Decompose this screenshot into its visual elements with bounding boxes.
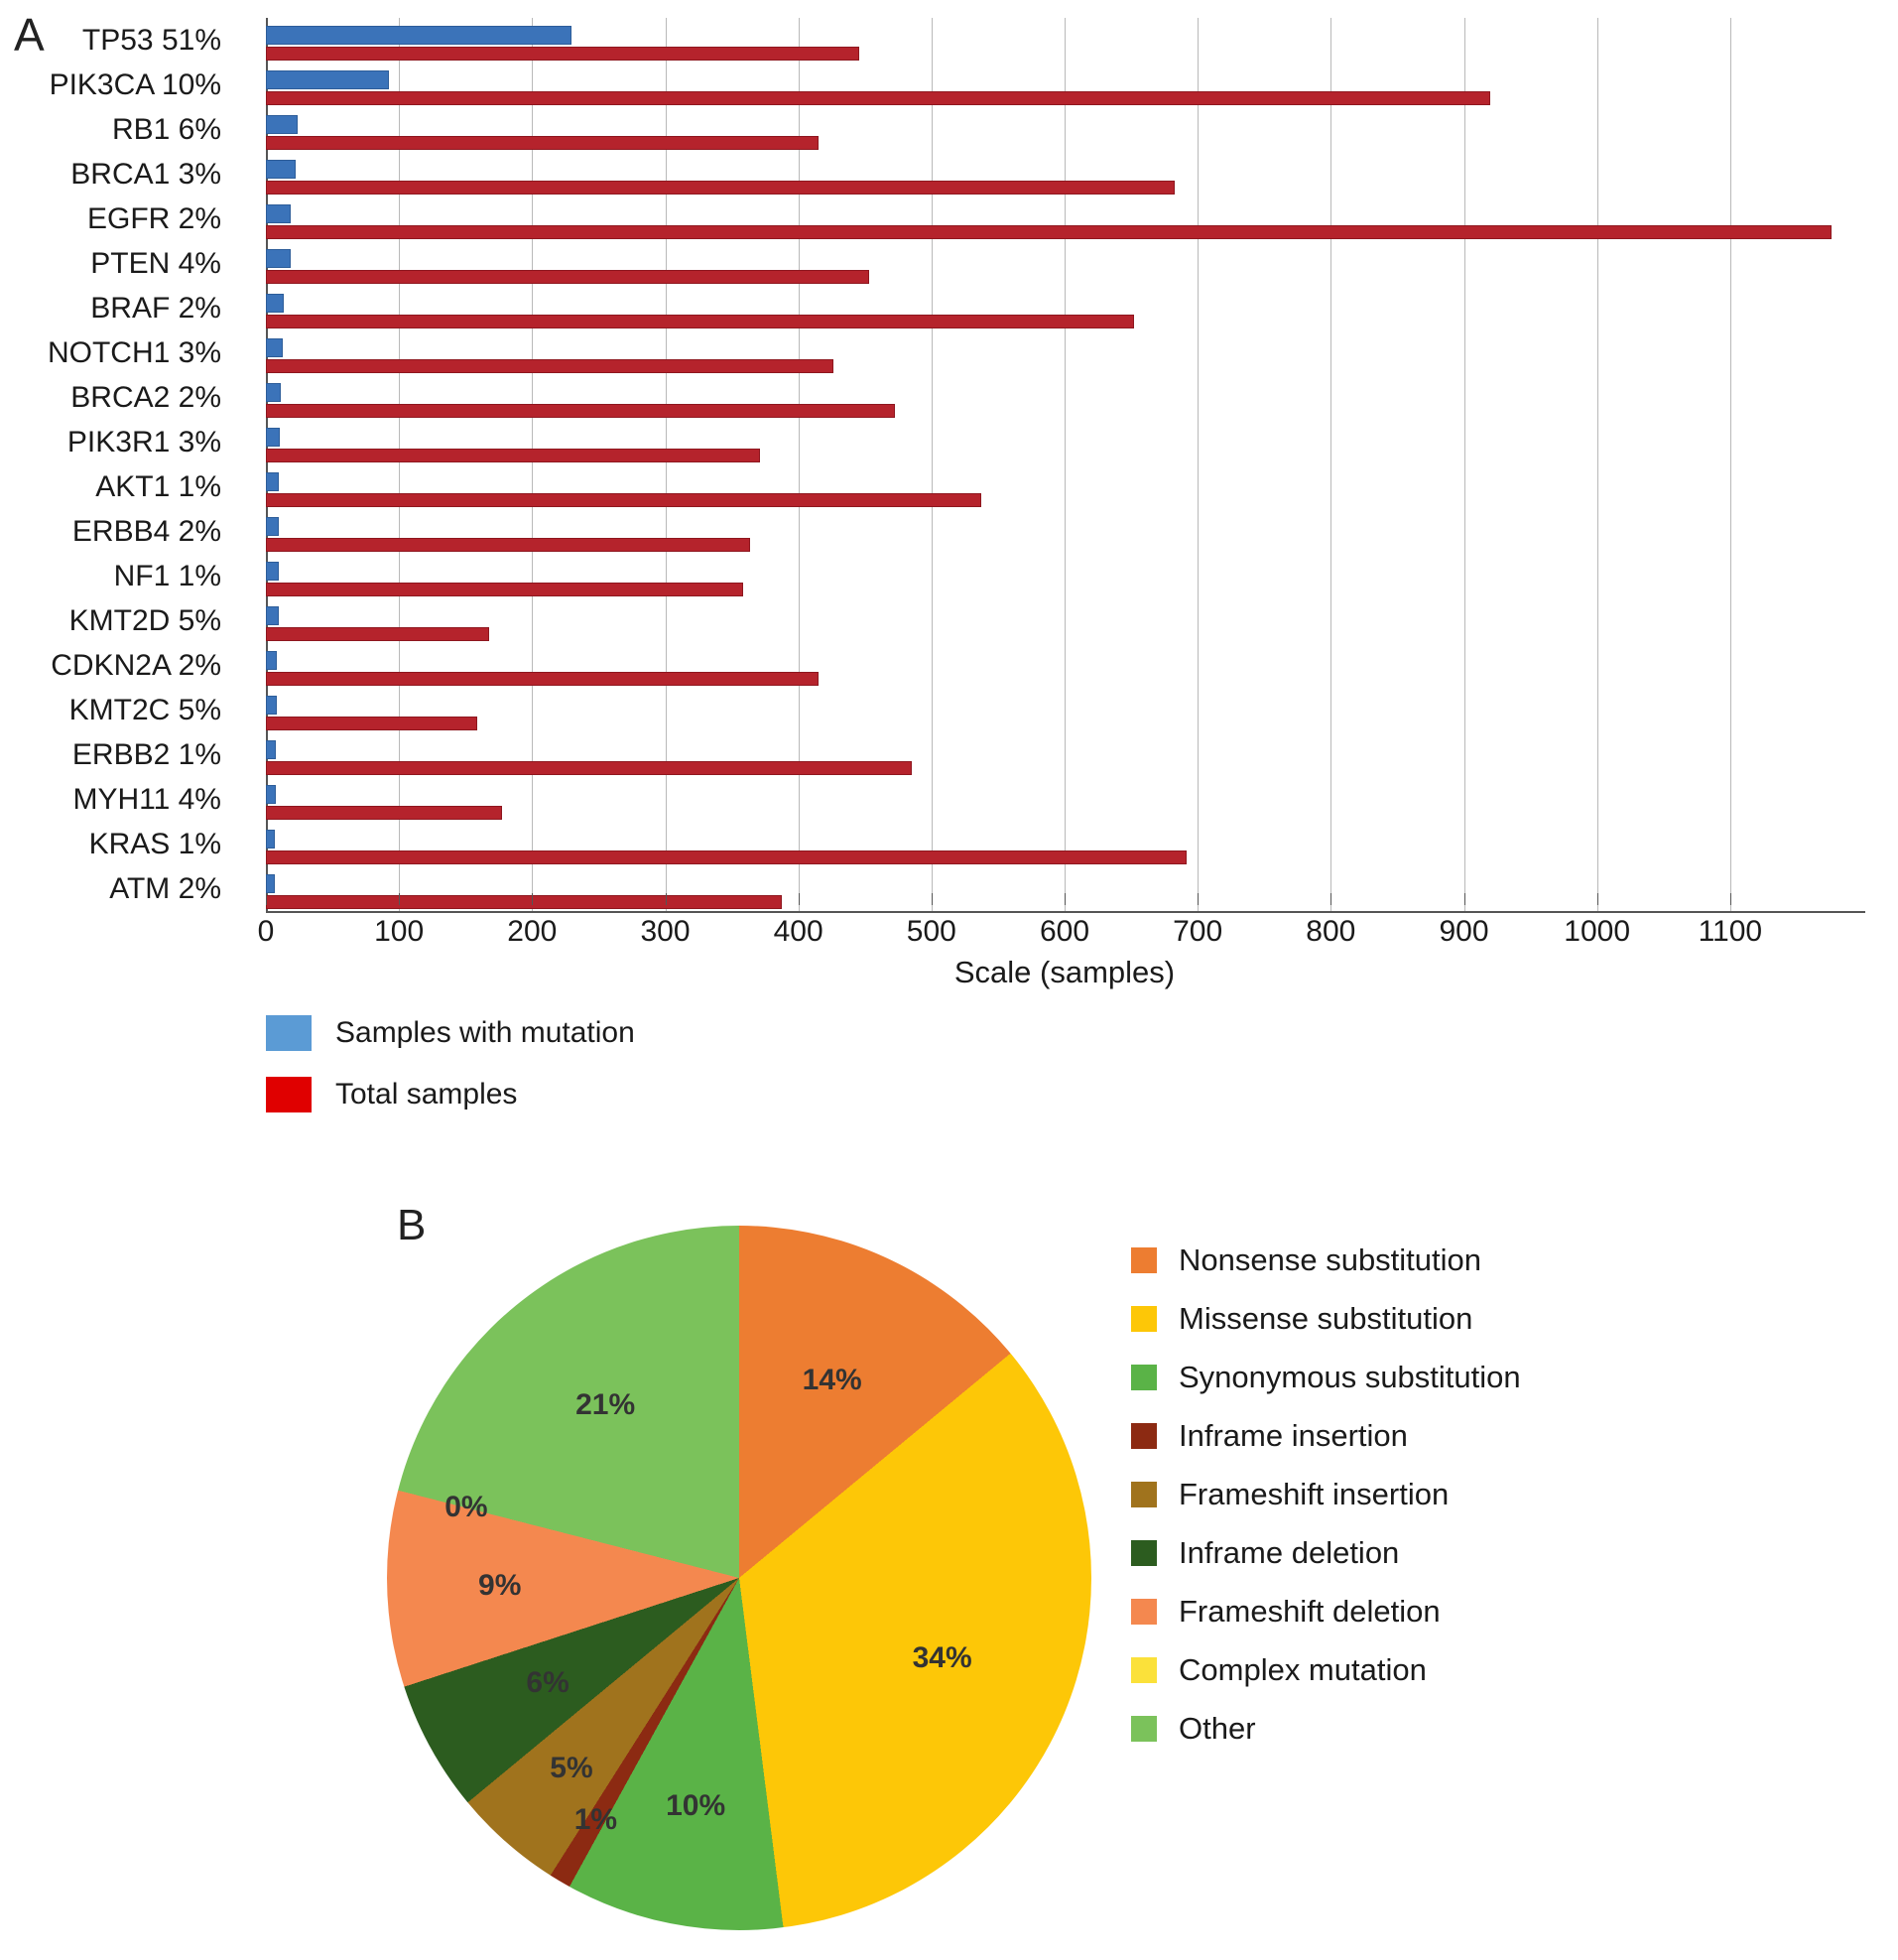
bar-samples-with-mutation bbox=[266, 651, 277, 670]
bar-total-samples bbox=[266, 672, 819, 686]
bar-row bbox=[68, 602, 1863, 647]
panel-a-label: A bbox=[14, 9, 45, 61]
x-tick-label: 0 bbox=[257, 915, 275, 948]
legend-label: Complex mutation bbox=[1179, 1651, 1427, 1687]
bar-row bbox=[88, 826, 1863, 870]
bar-samples-with-mutation bbox=[266, 115, 298, 134]
legend-label: Synonymous substitution bbox=[1179, 1359, 1521, 1394]
legend-item bbox=[1131, 1289, 1521, 1348]
legend-label-total-samples: Total samples bbox=[335, 1078, 518, 1111]
legend-swatch bbox=[1131, 1306, 1157, 1332]
bar-total-samples bbox=[266, 225, 1832, 239]
bar-row bbox=[70, 156, 1863, 200]
gene-label: TP53 51% bbox=[81, 24, 221, 57]
bar-chart-plot-area bbox=[47, 18, 1863, 911]
legend-label: Missense substitution bbox=[1179, 1300, 1473, 1336]
x-tick-mark bbox=[1198, 893, 1199, 905]
x-tick-mark bbox=[1597, 893, 1598, 905]
bar-samples-with-mutation bbox=[266, 294, 284, 313]
x-tick-label: 400 bbox=[773, 915, 823, 948]
bar-row bbox=[95, 468, 1863, 513]
bar-row bbox=[90, 290, 1863, 334]
bar-samples-with-mutation bbox=[266, 383, 281, 402]
bar-total-samples bbox=[266, 91, 1490, 105]
gene-label: BRAF 2% bbox=[90, 292, 221, 325]
x-tick-label: 500 bbox=[906, 915, 956, 948]
legend-label: Frameshift deletion bbox=[1179, 1593, 1441, 1629]
x-tick-label: 800 bbox=[1306, 915, 1356, 948]
bar-total-samples bbox=[266, 359, 833, 373]
bar-row bbox=[81, 22, 1863, 66]
bar-samples-with-mutation bbox=[266, 740, 276, 759]
legend-label: Frameshift insertion bbox=[1179, 1476, 1450, 1511]
bar-total-samples bbox=[266, 583, 743, 596]
pie-slice-percent: 34% bbox=[912, 1641, 972, 1675]
x-tick-mark bbox=[1330, 893, 1331, 905]
bar-chart-legend bbox=[266, 1002, 635, 1125]
bar-samples-with-mutation bbox=[266, 428, 280, 447]
bar-samples-with-mutation bbox=[266, 562, 279, 581]
gene-label: KRAS 1% bbox=[88, 828, 221, 860]
legend-label: Inframe insertion bbox=[1179, 1417, 1408, 1453]
bar-samples-with-mutation bbox=[266, 338, 283, 357]
pie-slice-percent: 1% bbox=[573, 1803, 618, 1837]
bar-samples-with-mutation bbox=[266, 830, 275, 849]
legend-label: Other bbox=[1179, 1710, 1256, 1746]
gene-label: CDKN2A 2% bbox=[51, 649, 221, 682]
legend-swatch bbox=[1131, 1247, 1157, 1273]
bar-row bbox=[86, 200, 1863, 245]
legend-item bbox=[1131, 1465, 1521, 1523]
x-tick-mark bbox=[266, 893, 267, 905]
bar-samples-with-mutation bbox=[266, 785, 276, 804]
x-tick-mark bbox=[532, 893, 533, 905]
bar-samples-with-mutation bbox=[266, 249, 291, 268]
gene-label: PIK3CA 10% bbox=[49, 68, 221, 101]
x-tick-label: 600 bbox=[1039, 915, 1090, 948]
x-tick-mark bbox=[399, 893, 400, 905]
gene-label: PTEN 4% bbox=[90, 247, 221, 280]
legend-item bbox=[1131, 1523, 1521, 1582]
bar-row bbox=[90, 245, 1863, 290]
gene-label: AKT1 1% bbox=[95, 470, 221, 503]
x-tick-label: 1100 bbox=[1698, 915, 1763, 948]
gene-label: MYH11 4% bbox=[72, 783, 221, 816]
bar-row bbox=[68, 692, 1863, 736]
pie-chart-wrap bbox=[387, 1226, 1091, 1930]
bar-row bbox=[66, 424, 1863, 468]
bar-total-samples bbox=[266, 717, 477, 730]
x-tick-label: 700 bbox=[1173, 915, 1223, 948]
legend-label-samples-with-mutation: Samples with mutation bbox=[335, 1016, 635, 1049]
legend-label: Nonsense substitution bbox=[1179, 1241, 1482, 1277]
pie-slice-percent: 0% bbox=[444, 1491, 488, 1524]
legend-item bbox=[1131, 1582, 1521, 1640]
legend-swatch bbox=[1131, 1365, 1157, 1390]
legend-swatch-total-samples bbox=[266, 1077, 312, 1112]
bar-samples-with-mutation bbox=[266, 26, 571, 45]
bar-total-samples bbox=[266, 270, 869, 284]
panel-b-label: B bbox=[397, 1201, 427, 1249]
gene-label: NF1 1% bbox=[113, 560, 221, 592]
bar-total-samples bbox=[266, 895, 782, 909]
bar-row bbox=[47, 334, 1863, 379]
bar-samples-with-mutation bbox=[266, 70, 389, 89]
panel-b-pie-chart bbox=[0, 1186, 1898, 1960]
bar-total-samples bbox=[266, 850, 1187, 864]
x-axis-line bbox=[266, 911, 1865, 913]
bar-row bbox=[71, 513, 1863, 558]
x-tick-label: 1000 bbox=[1564, 915, 1631, 948]
bar-row bbox=[51, 647, 1863, 692]
bar-total-samples bbox=[266, 181, 1175, 195]
x-tick-label: 100 bbox=[374, 915, 425, 948]
legend-item bbox=[266, 1064, 635, 1125]
x-tick-mark bbox=[1730, 893, 1731, 905]
x-tick-mark bbox=[1464, 893, 1465, 905]
legend-swatch-samples-with-mutation bbox=[266, 1015, 312, 1051]
bar-samples-with-mutation bbox=[266, 472, 279, 491]
gene-label: BRCA2 2% bbox=[70, 381, 221, 414]
gene-label: KMT2C 5% bbox=[68, 694, 221, 726]
gene-label: KMT2D 5% bbox=[68, 604, 221, 637]
bar-total-samples bbox=[266, 538, 750, 552]
x-tick-label: 200 bbox=[507, 915, 558, 948]
gene-label: PIK3R1 3% bbox=[66, 426, 221, 458]
bar-total-samples bbox=[266, 761, 912, 775]
bar-samples-with-mutation bbox=[266, 204, 291, 223]
pie-slice-percent: 6% bbox=[526, 1666, 569, 1700]
bar-row bbox=[49, 66, 1863, 111]
legend-swatch bbox=[1131, 1423, 1157, 1449]
x-tick-label: 900 bbox=[1439, 915, 1489, 948]
bar-total-samples bbox=[266, 449, 760, 462]
bar-total-samples bbox=[266, 315, 1134, 328]
legend-item bbox=[1131, 1406, 1521, 1465]
pie-slice-percent: 21% bbox=[575, 1388, 636, 1422]
bar-samples-with-mutation bbox=[266, 160, 296, 179]
x-tick-mark bbox=[666, 893, 667, 905]
bar-samples-with-mutation bbox=[266, 696, 277, 715]
gene-label: RB1 6% bbox=[111, 113, 221, 146]
x-tick-mark bbox=[1065, 893, 1066, 905]
legend-label: Inframe deletion bbox=[1179, 1534, 1400, 1570]
gene-label: EGFR 2% bbox=[86, 202, 221, 235]
gene-label: NOTCH1 3% bbox=[47, 336, 221, 369]
legend-item bbox=[1131, 1348, 1521, 1406]
gene-label: BRCA1 3% bbox=[70, 158, 221, 191]
x-tick-label: 300 bbox=[640, 915, 691, 948]
legend-swatch bbox=[1131, 1540, 1157, 1566]
bar-total-samples bbox=[266, 806, 502, 820]
x-axis-title: Scale (samples) bbox=[953, 955, 1176, 989]
bar-row bbox=[71, 736, 1863, 781]
bar-row bbox=[72, 781, 1863, 826]
bar-samples-with-mutation bbox=[266, 606, 279, 625]
x-tick-mark bbox=[932, 893, 933, 905]
legend-swatch bbox=[1131, 1482, 1157, 1507]
legend-item bbox=[266, 1002, 635, 1064]
bar-total-samples bbox=[266, 493, 981, 507]
bar-samples-with-mutation bbox=[266, 874, 275, 893]
legend-item bbox=[1131, 1231, 1521, 1289]
bar-samples-with-mutation bbox=[266, 517, 279, 536]
gene-label: ATM 2% bbox=[109, 872, 221, 905]
legend-item bbox=[1131, 1640, 1521, 1699]
legend-swatch bbox=[1131, 1657, 1157, 1683]
pie-slice-percent: 5% bbox=[550, 1751, 593, 1784]
gene-label: ERBB4 2% bbox=[71, 515, 221, 548]
legend-item bbox=[1131, 1699, 1521, 1758]
pie-slice-percent: 14% bbox=[802, 1363, 862, 1396]
pie-slice-percent: 10% bbox=[666, 1789, 726, 1823]
bar-row bbox=[70, 379, 1863, 424]
pie-slice-percent: 9% bbox=[478, 1568, 522, 1602]
pie-chart-legend bbox=[1131, 1231, 1521, 1758]
bar-row bbox=[111, 111, 1863, 156]
legend-swatch bbox=[1131, 1599, 1157, 1625]
x-tick-mark bbox=[799, 893, 800, 905]
bar-total-samples bbox=[266, 627, 489, 641]
bar-row bbox=[113, 558, 1863, 602]
legend-swatch bbox=[1131, 1716, 1157, 1742]
bar-total-samples bbox=[266, 404, 895, 418]
bar-total-samples bbox=[266, 136, 819, 150]
bar-total-samples bbox=[266, 47, 859, 61]
gene-label: ERBB2 1% bbox=[71, 738, 221, 771]
